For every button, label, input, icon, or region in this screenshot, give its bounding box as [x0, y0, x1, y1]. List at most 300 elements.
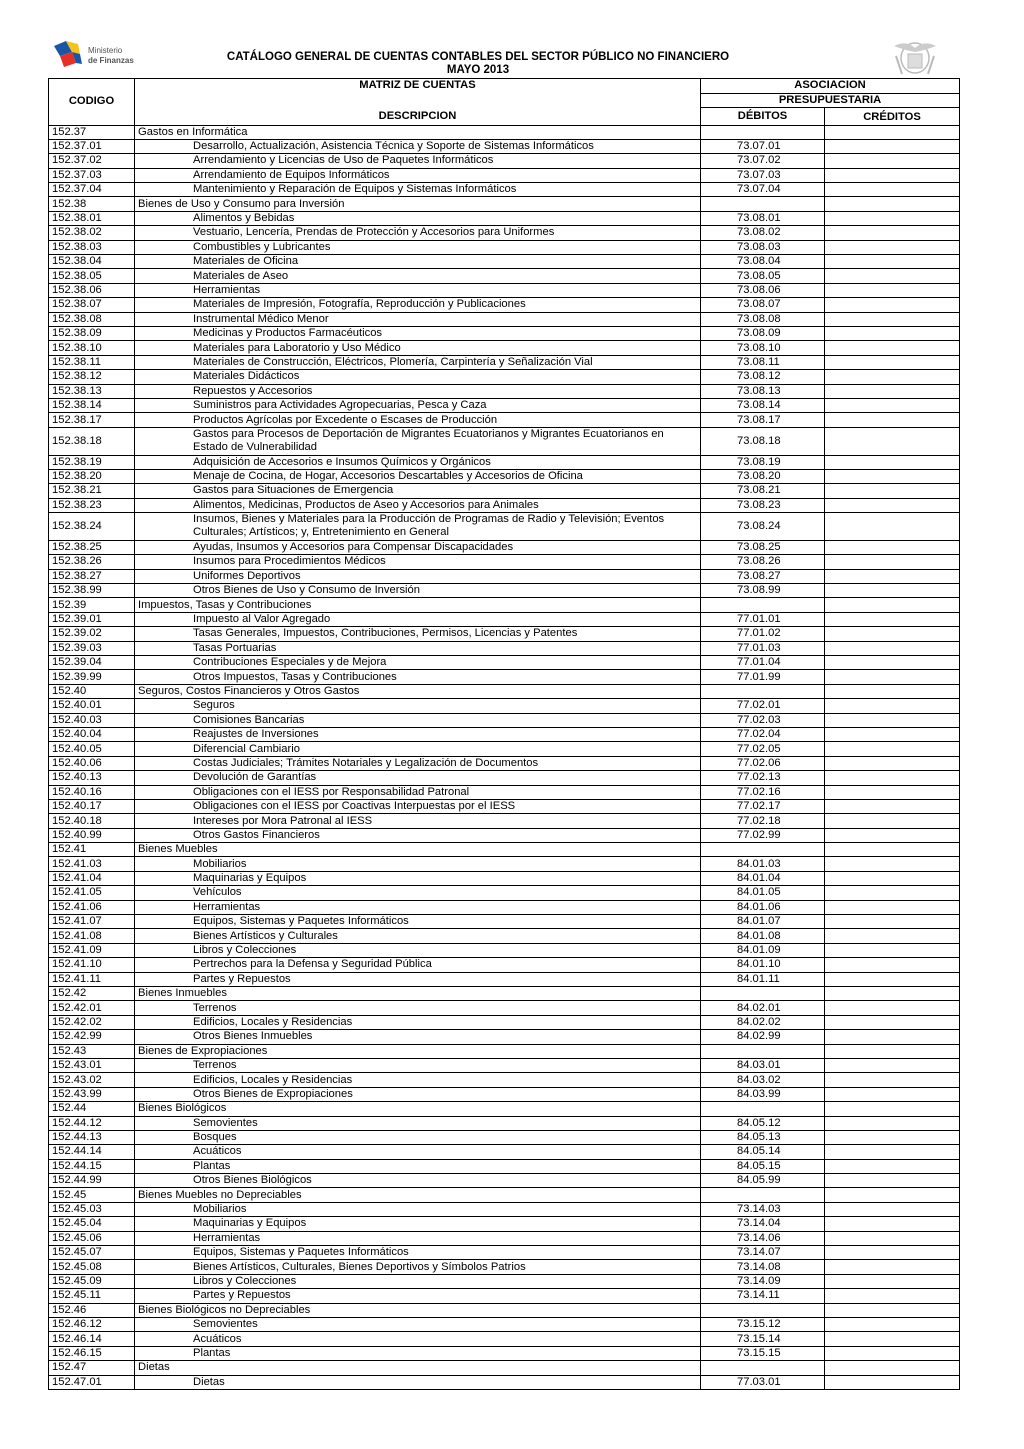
header-descripcion: DESCRIPCION	[135, 108, 701, 126]
debit-code: 77.03.01	[701, 1375, 825, 1389]
table-row	[49, 1231, 960, 1245]
debit-code: 84.01.06	[701, 900, 825, 914]
account-code: 152.37.03	[49, 168, 135, 182]
table-row	[49, 1159, 960, 1173]
debit-code: 77.02.01	[701, 699, 825, 713]
table-row	[49, 987, 960, 1001]
account-description: Semovientes	[135, 1116, 701, 1130]
account-code: 152.40.16	[49, 785, 135, 799]
account-code: 152.43	[49, 1044, 135, 1058]
account-code: 152.38.07	[49, 298, 135, 312]
account-description: Combustibles y Lubricantes	[135, 240, 701, 254]
credit-code	[825, 972, 960, 986]
debit-code: 73.15.14	[701, 1332, 825, 1346]
account-code: 152.42.02	[49, 1015, 135, 1029]
table-row	[49, 326, 960, 340]
account-description: Bienes de Expropiaciones	[135, 1044, 701, 1058]
account-code: 152.42	[49, 987, 135, 1001]
table-row	[49, 1217, 960, 1231]
credit-code	[825, 211, 960, 225]
table-row	[49, 871, 960, 885]
account-description: Herramientas	[135, 1231, 701, 1245]
debit-code: 73.07.03	[701, 168, 825, 182]
table-row	[49, 513, 960, 541]
account-description: Libros y Colecciones	[135, 1274, 701, 1288]
table-row	[49, 1375, 960, 1389]
account-description: Costas Judiciales; Trámites Notariales y Legalización de Documentos	[135, 756, 701, 770]
credit-code	[825, 384, 960, 398]
debit-code: 77.01.04	[701, 656, 825, 670]
credit-code	[825, 1260, 960, 1274]
account-description: Bienes Muebles no Depreciables	[135, 1188, 701, 1202]
header-presupuestaria: PRESUPUESTARIA	[701, 93, 960, 108]
account-description: Medicinas y Productos Farmacéuticos	[135, 326, 701, 340]
header-asociacion: ASOCIACION	[701, 79, 960, 94]
account-description: Libros y Colecciones	[135, 943, 701, 957]
credit-code	[825, 713, 960, 727]
account-description: Arrendamiento y Licencias de Uso de Paquetes Informáticos	[135, 154, 701, 168]
credit-code	[825, 627, 960, 641]
account-code: 152.38.99	[49, 584, 135, 598]
account-description: Comisiones Bancarias	[135, 713, 701, 727]
account-code: 152.37.01	[49, 139, 135, 153]
account-description: Plantas	[135, 1159, 701, 1173]
table-row	[49, 915, 960, 929]
account-code: 152.39.02	[49, 627, 135, 641]
credit-code	[825, 598, 960, 612]
table-row	[49, 226, 960, 240]
table-row	[49, 197, 960, 211]
debit-code: 84.05.14	[701, 1145, 825, 1159]
account-code: 152.41.03	[49, 857, 135, 871]
account-description: Desarrollo, Actualización, Asistencia Técnica y Soporte de Sistemas Informáticos	[135, 139, 701, 153]
debit-code: 77.02.16	[701, 785, 825, 799]
credit-code	[825, 656, 960, 670]
account-code: 152.38.17	[49, 413, 135, 427]
credit-code	[825, 929, 960, 943]
debit-code: 73.08.13	[701, 384, 825, 398]
account-description: Contribuciones Especiales y de Mejora	[135, 656, 701, 670]
table-row	[49, 1001, 960, 1015]
debit-code	[701, 843, 825, 857]
debit-code: 84.02.02	[701, 1015, 825, 1029]
debit-code: 73.08.18	[701, 427, 825, 455]
debit-code: 77.02.05	[701, 742, 825, 756]
debit-code: 84.01.07	[701, 915, 825, 929]
account-description: Mantenimiento y Reparación de Equipos y Sistemas Informáticos	[135, 183, 701, 197]
debit-code: 73.08.14	[701, 398, 825, 412]
account-description: Acuáticos	[135, 1145, 701, 1159]
credit-code	[825, 785, 960, 799]
table-row	[49, 168, 960, 182]
account-code: 152.45.07	[49, 1246, 135, 1260]
account-description: Tasas Generales, Impuestos, Contribuciones, Permisos, Licencias y Patentes	[135, 627, 701, 641]
account-code: 152.37.04	[49, 183, 135, 197]
credit-code	[825, 771, 960, 785]
account-code: 152.40.03	[49, 713, 135, 727]
account-code: 152.38.20	[49, 469, 135, 483]
account-code: 152.38.25	[49, 540, 135, 554]
debit-code: 77.01.01	[701, 612, 825, 626]
account-code: 152.43.99	[49, 1087, 135, 1101]
debit-code: 73.14.09	[701, 1274, 825, 1288]
debit-code: 73.07.02	[701, 154, 825, 168]
table-row	[49, 843, 960, 857]
account-description: Materiales de Construcción, Eléctricos, Plomería, Carpintería y Señalización Vial	[135, 355, 701, 369]
credit-code	[825, 341, 960, 355]
account-code: 152.40.04	[49, 727, 135, 741]
debit-code	[701, 598, 825, 612]
debit-code	[701, 987, 825, 1001]
account-code: 152.45	[49, 1188, 135, 1202]
account-code: 152.38.05	[49, 269, 135, 283]
account-description: Materiales para Laboratorio y Uso Médico	[135, 341, 701, 355]
credit-code	[825, 1102, 960, 1116]
account-description: Herramientas	[135, 900, 701, 914]
table-row	[49, 972, 960, 986]
credit-code	[825, 283, 960, 297]
credit-code	[825, 240, 960, 254]
table-row	[49, 1116, 960, 1130]
debit-code: 73.08.05	[701, 269, 825, 283]
debit-code: 84.01.08	[701, 929, 825, 943]
debit-code: 84.03.01	[701, 1058, 825, 1072]
debit-code: 73.08.04	[701, 255, 825, 269]
credit-code	[825, 857, 960, 871]
credit-code	[825, 958, 960, 972]
account-description: Menaje de Cocina, de Hogar, Accesorios Descartables y Accesorios de Oficina	[135, 469, 701, 483]
debit-code: 84.01.05	[701, 886, 825, 900]
account-description: Bienes Inmuebles	[135, 987, 701, 1001]
account-code: 152.44.99	[49, 1174, 135, 1188]
debit-code	[701, 125, 825, 139]
account-description: Otros Bienes Inmuebles	[135, 1030, 701, 1044]
debit-code	[701, 1361, 825, 1375]
credit-code	[825, 540, 960, 554]
account-code: 152.38.14	[49, 398, 135, 412]
debit-code: 73.08.19	[701, 455, 825, 469]
debit-code: 84.01.03	[701, 857, 825, 871]
account-description: Intereses por Mora Patronal al IESS	[135, 814, 701, 828]
credit-code	[825, 727, 960, 741]
debit-code: 73.07.01	[701, 139, 825, 153]
account-code: 152.46.12	[49, 1317, 135, 1331]
account-description: Partes y Repuestos	[135, 1289, 701, 1303]
coat-of-arms-seal	[888, 36, 942, 78]
account-code: 152.46.15	[49, 1346, 135, 1360]
debit-code	[701, 1102, 825, 1116]
table-row	[49, 1246, 960, 1260]
credit-code	[825, 498, 960, 512]
credit-code	[825, 469, 960, 483]
account-code: 152.47	[49, 1361, 135, 1375]
debit-code: 84.01.10	[701, 958, 825, 972]
credit-code	[825, 1145, 960, 1159]
account-code: 152.42.01	[49, 1001, 135, 1015]
debit-code	[701, 1303, 825, 1317]
debit-code: 84.05.13	[701, 1130, 825, 1144]
table-row	[49, 943, 960, 957]
account-code: 152.38	[49, 197, 135, 211]
table-row	[49, 455, 960, 469]
account-description: Seguros, Costos Financieros y Otros Gastos	[135, 684, 701, 698]
account-code: 152.41.08	[49, 929, 135, 943]
table-row	[49, 125, 960, 139]
table-row	[49, 298, 960, 312]
account-code: 152.45.09	[49, 1274, 135, 1288]
account-description: Gastos para Procesos de Deportación de Migrantes Ecuatorianos y Migrantes Ecuatorianos en Estado de Vulnerabilidad	[135, 427, 701, 455]
table-row	[49, 312, 960, 326]
debit-code: 73.14.11	[701, 1289, 825, 1303]
account-description: Materiales de Aseo	[135, 269, 701, 283]
account-code: 152.40	[49, 684, 135, 698]
account-description: Reajustes de Inversiones	[135, 727, 701, 741]
debit-code: 73.08.07	[701, 298, 825, 312]
table-row	[49, 598, 960, 612]
table-row	[49, 1361, 960, 1375]
credit-code	[825, 1332, 960, 1346]
account-code: 152.41.05	[49, 886, 135, 900]
account-code: 152.41.06	[49, 900, 135, 914]
debit-code: 73.08.20	[701, 469, 825, 483]
debit-code: 73.08.06	[701, 283, 825, 297]
credit-code	[825, 398, 960, 412]
table-row	[49, 240, 960, 254]
debit-code: 73.08.23	[701, 498, 825, 512]
table-row	[49, 341, 960, 355]
account-description: Seguros	[135, 699, 701, 713]
debit-code: 73.08.10	[701, 341, 825, 355]
table-row	[49, 1303, 960, 1317]
account-code: 152.38.24	[49, 513, 135, 541]
table-row	[49, 498, 960, 512]
table-row	[49, 1174, 960, 1188]
credit-code	[825, 1116, 960, 1130]
table-row	[49, 713, 960, 727]
credit-code	[825, 255, 960, 269]
credit-code	[825, 183, 960, 197]
credit-code	[825, 1346, 960, 1360]
account-code: 152.40.18	[49, 814, 135, 828]
account-description: Repuestos y Accesorios	[135, 384, 701, 398]
account-code: 152.40.01	[49, 699, 135, 713]
account-code: 152.38.04	[49, 255, 135, 269]
account-code: 152.43.01	[49, 1058, 135, 1072]
table-row	[49, 1058, 960, 1072]
account-code: 152.44.12	[49, 1116, 135, 1130]
debit-code: 77.02.04	[701, 727, 825, 741]
account-code: 152.40.13	[49, 771, 135, 785]
table-row	[49, 742, 960, 756]
debit-code: 73.14.08	[701, 1260, 825, 1274]
table-row	[49, 656, 960, 670]
account-code: 152.45.11	[49, 1289, 135, 1303]
account-code: 152.45.03	[49, 1202, 135, 1216]
credit-code	[825, 1174, 960, 1188]
table-row	[49, 1130, 960, 1144]
credit-code	[825, 987, 960, 1001]
credit-code	[825, 828, 960, 842]
credit-code	[825, 1130, 960, 1144]
table-row	[49, 269, 960, 283]
credit-code	[825, 413, 960, 427]
credit-code	[825, 269, 960, 283]
credit-code	[825, 484, 960, 498]
account-description: Bienes Artísticos, Culturales, Bienes Deportivos y Símbolos Patrios	[135, 1260, 701, 1274]
table-row	[49, 771, 960, 785]
table-row	[49, 1030, 960, 1044]
table-row	[49, 398, 960, 412]
account-description: Equipos, Sistemas y Paquetes Informáticos	[135, 915, 701, 929]
credit-code	[825, 1303, 960, 1317]
account-code: 152.42.99	[49, 1030, 135, 1044]
account-description: Materiales de Impresión, Fotografía, Reproducción y Publicaciones	[135, 298, 701, 312]
account-description: Obligaciones con el IESS por Responsabilidad Patronal	[135, 785, 701, 799]
debit-code	[701, 1044, 825, 1058]
account-code: 152.43.02	[49, 1073, 135, 1087]
account-description: Otros Bienes de Expropiaciones	[135, 1087, 701, 1101]
svg-text:de Finanzas: de Finanzas	[88, 56, 134, 65]
account-code: 152.38.10	[49, 341, 135, 355]
credit-code	[825, 886, 960, 900]
table-row	[49, 384, 960, 398]
debit-code: 73.15.12	[701, 1317, 825, 1331]
debit-code: 77.02.17	[701, 799, 825, 813]
table-row	[49, 540, 960, 554]
debit-code: 73.07.04	[701, 183, 825, 197]
credit-code	[825, 569, 960, 583]
credit-code	[825, 125, 960, 139]
account-code: 152.38.08	[49, 312, 135, 326]
credit-code	[825, 1073, 960, 1087]
table-row	[49, 1145, 960, 1159]
account-code: 152.38.09	[49, 326, 135, 340]
debit-code: 77.01.99	[701, 670, 825, 684]
debit-code: 73.08.09	[701, 326, 825, 340]
credit-code	[825, 612, 960, 626]
table-row	[49, 1188, 960, 1202]
account-description: Uniformes Deportivos	[135, 569, 701, 583]
account-description: Edificios, Locales y Residencias	[135, 1073, 701, 1087]
account-code: 152.46.14	[49, 1332, 135, 1346]
credit-code	[825, 1361, 960, 1375]
table-row	[49, 684, 960, 698]
credit-code	[825, 455, 960, 469]
account-description: Gastos para Situaciones de Emergencia	[135, 484, 701, 498]
debit-code	[701, 1188, 825, 1202]
debit-code	[701, 684, 825, 698]
credit-code	[825, 1202, 960, 1216]
credit-code	[825, 1217, 960, 1231]
account-code: 152.41.07	[49, 915, 135, 929]
debit-code: 84.05.15	[701, 1159, 825, 1173]
account-code: 152.38.12	[49, 370, 135, 384]
table-row	[49, 427, 960, 455]
account-description: Vestuario, Lencería, Prendas de Protección y Accesorios para Uniformes	[135, 226, 701, 240]
debit-code: 73.14.07	[701, 1246, 825, 1260]
credit-code	[825, 1231, 960, 1245]
debit-code: 73.08.03	[701, 240, 825, 254]
debit-code: 73.08.01	[701, 211, 825, 225]
table-row	[49, 958, 960, 972]
debit-code: 84.05.12	[701, 1116, 825, 1130]
credit-code	[825, 226, 960, 240]
title-line-1: CATÁLOGO GENERAL DE CUENTAS CONTABLES DEL SECTOR PÚBLICO NO FINANCIERO	[226, 51, 730, 63]
table-row	[49, 584, 960, 598]
credit-code	[825, 641, 960, 655]
credit-code	[825, 699, 960, 713]
table-row	[49, 255, 960, 269]
credit-code	[825, 298, 960, 312]
account-description: Bosques	[135, 1130, 701, 1144]
header-creditos: CRÉDITOS	[825, 108, 960, 126]
credit-code	[825, 871, 960, 885]
table-row	[49, 828, 960, 842]
account-description: Plantas	[135, 1346, 701, 1360]
account-code: 152.39.04	[49, 656, 135, 670]
table-row	[49, 612, 960, 626]
table-row	[49, 699, 960, 713]
account-code: 152.39.01	[49, 612, 135, 626]
account-description: Otros Impuestos, Tasas y Contribuciones	[135, 670, 701, 684]
account-code: 152.40.99	[49, 828, 135, 842]
debit-code: 84.02.01	[701, 1001, 825, 1015]
credit-code	[825, 1289, 960, 1303]
credit-code	[825, 1246, 960, 1260]
credit-code	[825, 915, 960, 929]
account-description: Productos Agrícolas por Excedente o Escases de Producción	[135, 413, 701, 427]
header-debitos: DÉBITOS	[701, 108, 825, 126]
credit-code	[825, 1030, 960, 1044]
account-description: Otros Bienes Biológicos	[135, 1174, 701, 1188]
account-code: 152.44.15	[49, 1159, 135, 1173]
credit-code	[825, 555, 960, 569]
table-row	[49, 139, 960, 153]
account-code: 152.39.99	[49, 670, 135, 684]
table-row	[49, 370, 960, 384]
account-code: 152.39	[49, 598, 135, 612]
credit-code	[825, 900, 960, 914]
table-row	[49, 1087, 960, 1101]
credit-code	[825, 1317, 960, 1331]
account-description: Mobiliarios	[135, 857, 701, 871]
account-description: Bienes Artísticos y Culturales	[135, 929, 701, 943]
debit-code: 73.14.04	[701, 1217, 825, 1231]
table-row	[49, 1202, 960, 1216]
account-code: 152.37.02	[49, 154, 135, 168]
account-description: Maquinarias y Equipos	[135, 1217, 701, 1231]
table-row	[49, 929, 960, 943]
account-code: 152.38.13	[49, 384, 135, 398]
table-row	[49, 355, 960, 369]
debit-code: 77.02.18	[701, 814, 825, 828]
header-codigo: CODIGO	[49, 79, 135, 126]
debit-code: 73.08.08	[701, 312, 825, 326]
account-code: 152.40.17	[49, 799, 135, 813]
account-description: Instrumental Médico Menor	[135, 312, 701, 326]
credit-code	[825, 427, 960, 455]
table-row	[49, 670, 960, 684]
account-description: Herramientas	[135, 283, 701, 297]
account-description: Bienes de Uso y Consumo para Inversión	[135, 197, 701, 211]
debit-code: 84.01.11	[701, 972, 825, 986]
account-description: Alimentos, Medicinas, Productos de Aseo y Accesorios para Animales	[135, 498, 701, 512]
account-code: 152.41.11	[49, 972, 135, 986]
credit-code	[825, 1058, 960, 1072]
account-description: Mobiliarios	[135, 1202, 701, 1216]
debit-code: 77.01.02	[701, 627, 825, 641]
credit-code	[825, 1274, 960, 1288]
